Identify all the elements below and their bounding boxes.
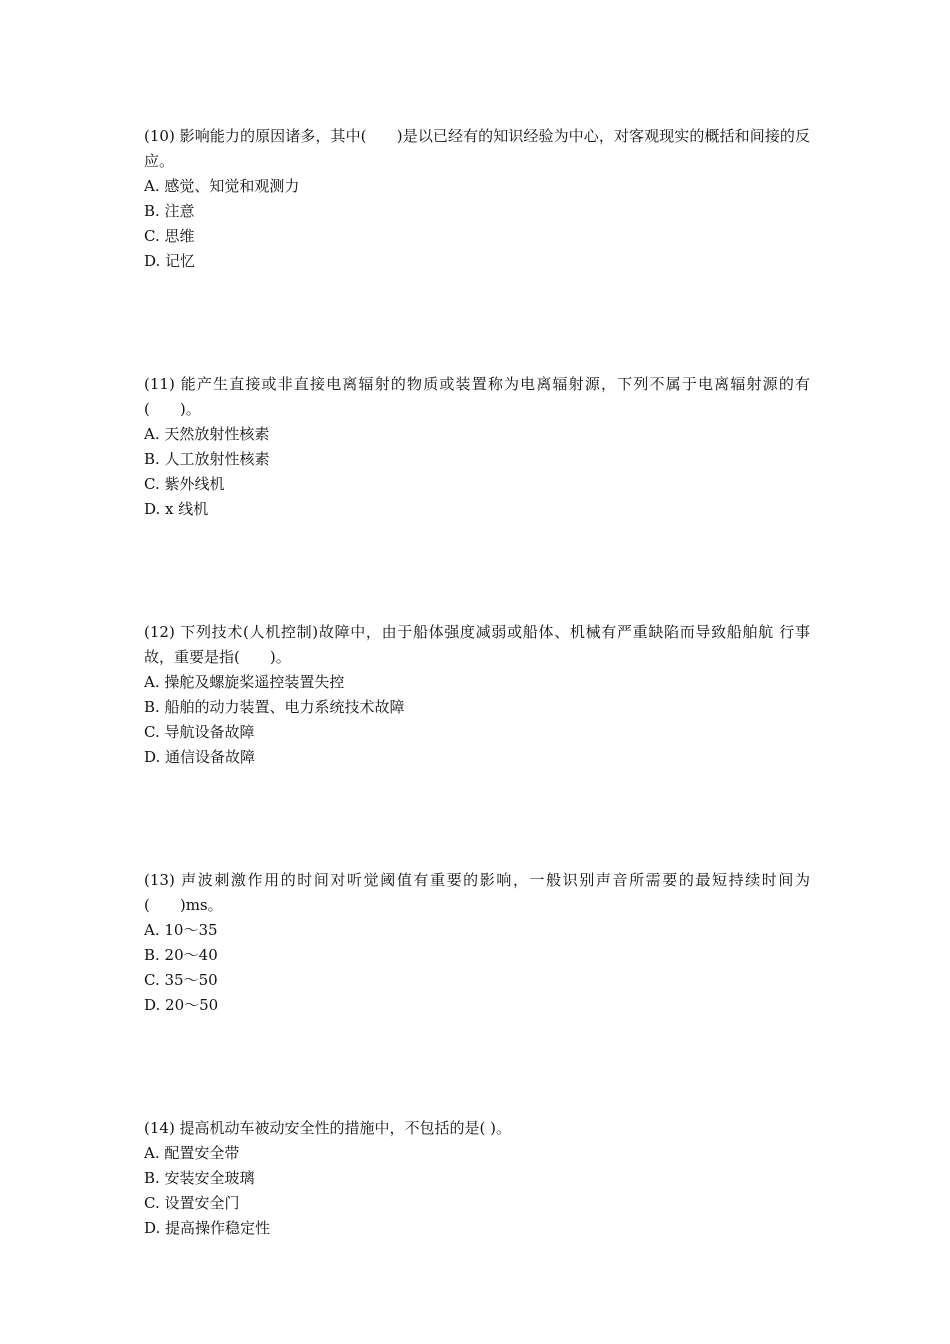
option-c: C. 紫外线机 <box>144 475 225 493</box>
document-page <box>144 124 810 1241</box>
question-stem: (13) 声波刺激作用的时间对听觉阈值有重要的影响，一般识别声音所需要的最短持续时间为( )ms。 <box>144 871 810 914</box>
option-a: A. 感觉、知觉和观测力 <box>144 177 300 195</box>
question-stem: (10) 影响能力的原因诸多，其中( )是以已经有的知识经验为中心，对客观现实的概括和间接的反应。 <box>144 127 810 170</box>
question-stem: (11) 能产生直接或非直接电离辐射的物质或装置称为电离辐射源，下列不属于电离辐射源的有( )。 <box>144 375 810 418</box>
question-13 <box>144 868 810 1018</box>
option-c: C. 导航设备故障 <box>144 723 255 741</box>
option-a: A. 操舵及螺旋桨遥控装置失控 <box>144 673 345 691</box>
option-c: C. 设置安全门 <box>144 1194 240 1212</box>
option-d: D. 提高操作稳定性 <box>144 1219 271 1237</box>
option-d: D. 通信设备故障 <box>144 748 256 766</box>
question-12 <box>144 620 810 770</box>
option-c: C. 35～50 <box>144 971 218 989</box>
question-stem: (14) 提高机动车被动安全性的措施中，不包括的是( )。 <box>144 1119 512 1137</box>
option-a: A. 配置安全带 <box>144 1144 240 1162</box>
question-stem: (12) 下列技术(人机控制)故障中，由于船体强度减弱或船体、机械有严重缺陷而导致船舶航 行事故，重要是指( )。 <box>144 623 810 666</box>
question-11 <box>144 372 810 522</box>
option-b: B. 人工放射性核素 <box>144 450 270 468</box>
option-b: B. 20～40 <box>144 946 218 964</box>
option-d: D. x 线机 <box>144 500 209 518</box>
option-a: A. 10～35 <box>144 921 218 939</box>
question-10 <box>144 124 810 274</box>
option-d: D. 记忆 <box>144 252 196 270</box>
question-14 <box>144 1116 810 1241</box>
option-b: B. 安装安全玻璃 <box>144 1169 255 1187</box>
option-b: B. 船舶的动力装置、电力系统技术故障 <box>144 698 405 716</box>
option-d: D. 20～50 <box>144 996 219 1014</box>
option-a: A. 天然放射性核素 <box>144 425 270 443</box>
option-b: B. 注意 <box>144 202 195 220</box>
option-c: C. 思维 <box>144 227 195 245</box>
